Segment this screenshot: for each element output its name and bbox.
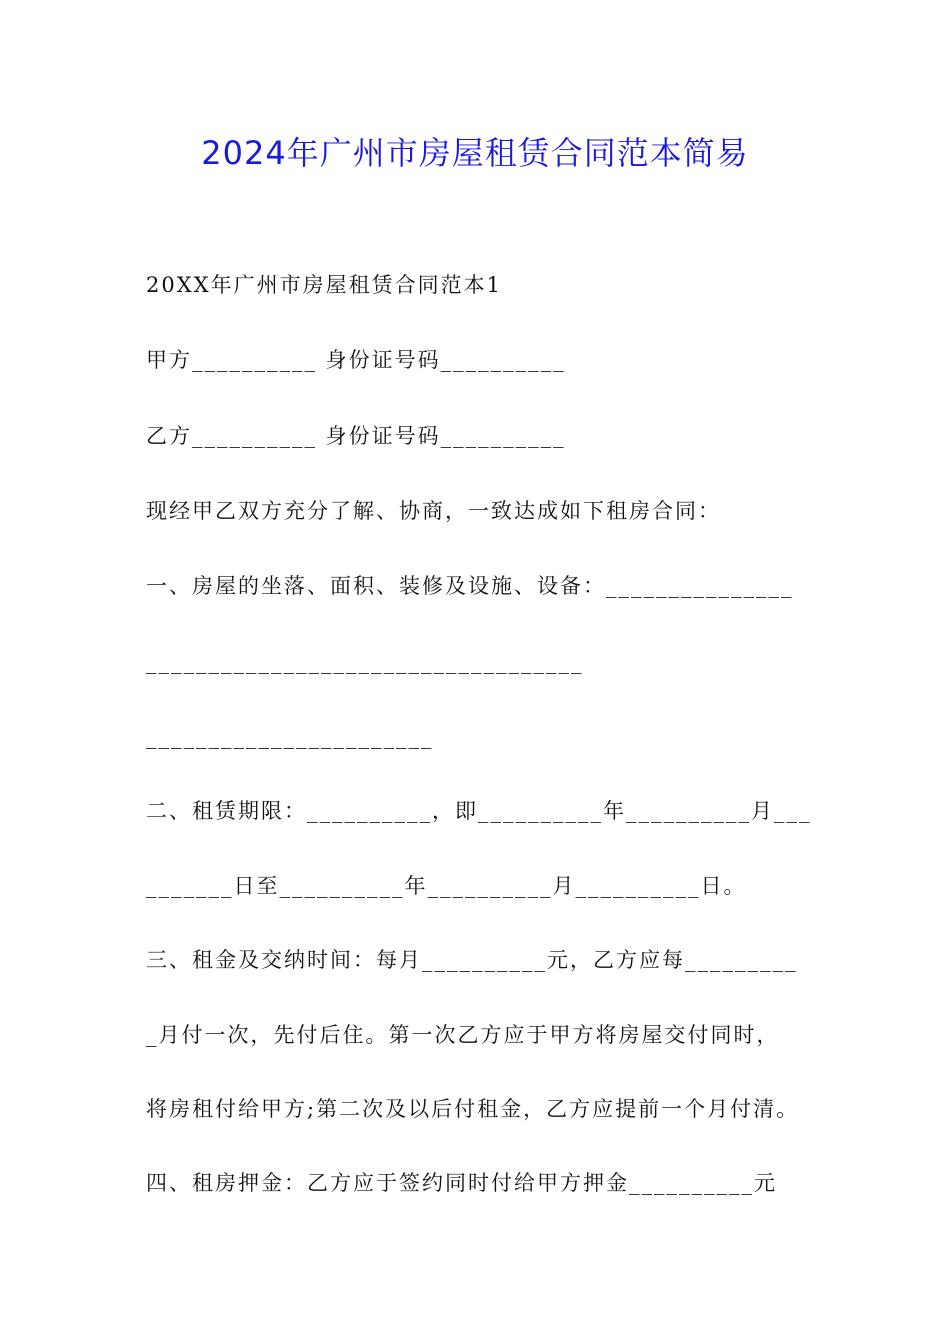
contract-heading: 20XX年广州市房屋租赁合同范本1 <box>146 273 502 297</box>
clause-3-continued-1: _月付一次，先付后住。第一次乙方应于甲方将房屋交付同时， <box>146 1023 780 1047</box>
clause-3-line: 三、租金及交纳时间：每月__________元，乙方应每_________ <box>146 948 798 972</box>
preamble-line: 现经甲乙双方充分了解、协商，一致达成如下租房合同： <box>146 499 721 523</box>
clause-2-continued: _______日至__________年__________月__________日。 <box>146 874 747 898</box>
clause-1-line: 一、房屋的坐落、面积、装修及设施、设备：_______________ <box>146 574 794 598</box>
clause-1-blank-1: ___________________________________ <box>146 650 584 674</box>
clause-3-continued-2: 将房租付给甲方;第二次及以后付租金，乙方应提前一个月付清。 <box>146 1097 800 1121</box>
clause-2-line: 二、租赁期限：__________，即__________年__________月___ <box>146 799 812 823</box>
clause-1-blank-2: _______________________ <box>146 725 434 749</box>
clause-4-line: 四、租房押金：乙方应于签约同时付给甲方押金__________元 <box>146 1171 777 1195</box>
document-title: 2024年广州市房屋租赁合同范本简易 <box>201 134 749 172</box>
party-b-line: 乙方__________ 身份证号码__________ <box>146 424 566 448</box>
party-a-line: 甲方__________ 身份证号码__________ <box>146 348 566 372</box>
